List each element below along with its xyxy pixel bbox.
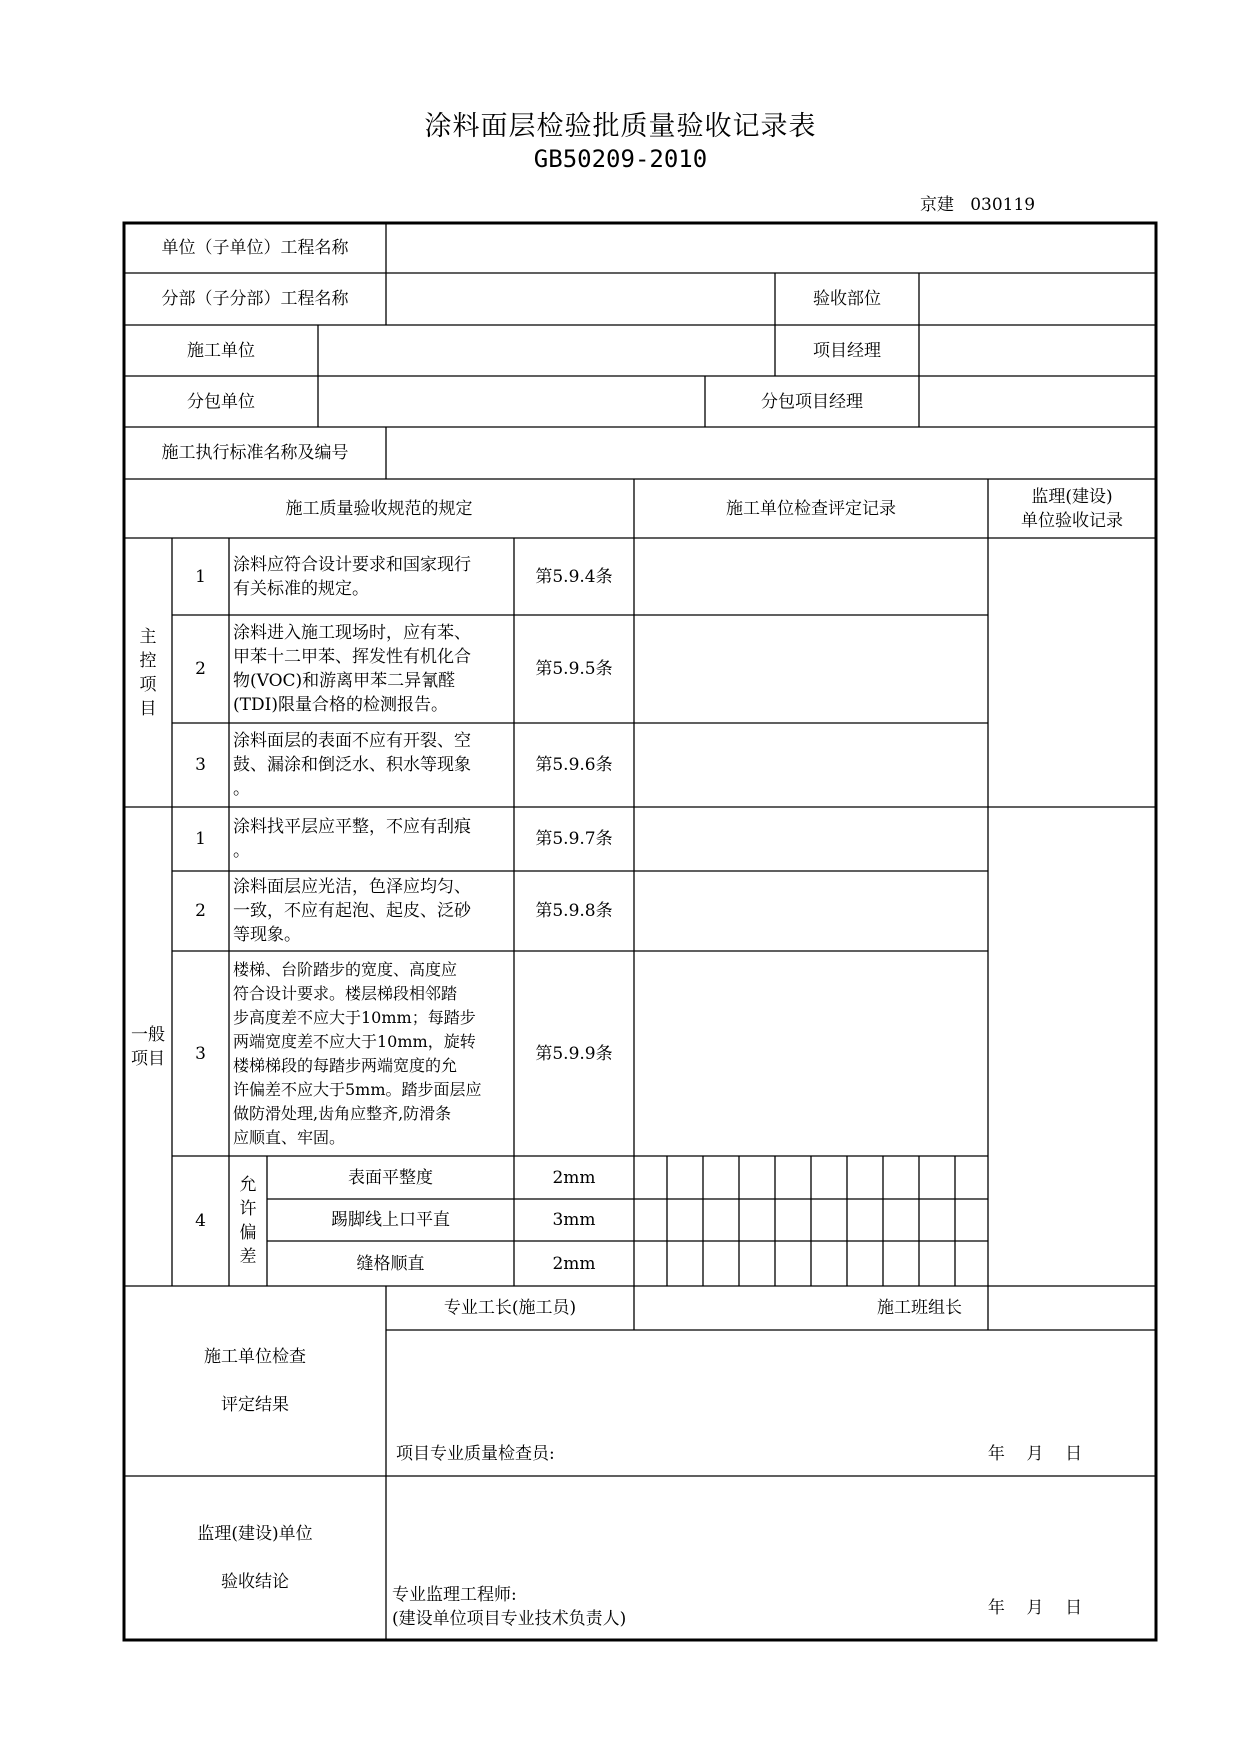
unit-project-label: 单位（子单位）工程名称 bbox=[161, 238, 349, 258]
team-leader-label: 施工班组长 bbox=[877, 1298, 962, 1318]
general-item-text: 楼梯、台阶踏步的宽度、高度应 符合设计要求。楼层梯段相邻踏 步高度差不应大于10mm；每踏步 两端宽度差不应大于10mm，旋转 楼梯梯段的每踏步两端宽度的允 许偏差不应大于5mm。踏步面层应 做防滑处理,齿角应整齐,防滑条 应顺直、牢固。 bbox=[233, 959, 482, 1147]
general-item-clause: 第5.9.9条 bbox=[535, 1043, 613, 1064]
general-item-record[interactable] bbox=[634, 807, 988, 871]
sub-pm-field[interactable] bbox=[919, 376, 1156, 427]
tolerance-row-name: 表面平整度 bbox=[348, 1167, 433, 1188]
unit-project-field[interactable] bbox=[386, 223, 1156, 273]
acceptance-part-label: 验收部位 bbox=[813, 289, 881, 309]
contractor-date-label: 年 月 日 bbox=[987, 1444, 1083, 1464]
tolerance-measurement-grid[interactable] bbox=[634, 1156, 988, 1286]
general-item-clause: 第5.9.8条 bbox=[535, 901, 613, 921]
general-item-no: 2 bbox=[195, 901, 206, 921]
main-item-text: 涂料进入施工现场时，应有苯、 甲苯十二甲苯、挥发性有机化合 物(VOC)和游离甲苯二异氰醛 (TDI)限量合格的检测报告。 bbox=[233, 623, 471, 715]
main-item-no: 3 bbox=[195, 755, 206, 775]
main-item-clause: 第5.9.5条 bbox=[535, 659, 613, 679]
tolerance-item-no: 4 bbox=[195, 1211, 206, 1231]
main-item-no: 2 bbox=[195, 659, 206, 679]
main-item-text: 涂料面层的表面不应有开裂、空 鼓、漏涂和倒泛水、积水等现象 。 bbox=[233, 731, 471, 799]
standard-label: 施工执行标准名称及编号 bbox=[161, 443, 349, 463]
foreman-label: 专业工长(施工员) bbox=[443, 1298, 577, 1318]
supervision-conclusion-label: 监理(建设)单位 验收结论 bbox=[197, 1524, 313, 1592]
standard-code: GB50209-2010 bbox=[533, 145, 708, 173]
supervision-conclusion-field[interactable] bbox=[386, 1476, 1156, 1576]
spec-header: 施工质量验收规范的规定 bbox=[285, 498, 473, 519]
main-item-clause: 第5.9.6条 bbox=[535, 755, 613, 775]
main-item-record[interactable] bbox=[634, 538, 988, 615]
supervision-date-label: 年 月 日 bbox=[987, 1598, 1083, 1618]
main-item-text: 涂料应符合设计要求和国家现行 有关标准的规定。 bbox=[233, 554, 471, 599]
sub-pm-label: 分包项目经理 bbox=[761, 391, 863, 412]
general-item-clause: 第5.9.7条 bbox=[535, 829, 613, 849]
tolerance-label: 允 许 偏 差 bbox=[239, 1175, 257, 1267]
main-control-label: 主 控 项 目 bbox=[139, 626, 157, 719]
contractor-check-result[interactable] bbox=[386, 1330, 1156, 1430]
inspector-label: 项目专业质量检查员: bbox=[396, 1444, 555, 1464]
main-item-record[interactable] bbox=[634, 723, 988, 807]
project-manager-label: 项目经理 bbox=[813, 340, 881, 361]
team-leader-field[interactable] bbox=[988, 1286, 1156, 1330]
tolerance-row-value: 3mm bbox=[552, 1210, 596, 1230]
main-item-record[interactable] bbox=[634, 615, 988, 723]
supervision-engineer-label: 专业监理工程师: (建设单位项目专业技术负责人) bbox=[392, 1585, 627, 1629]
tolerance-row-name: 缝格顺直 bbox=[356, 1253, 425, 1274]
form-code: 京建 030119 bbox=[920, 195, 1036, 215]
tolerance-row-value: 2mm bbox=[552, 1167, 596, 1188]
tolerance-row-name: 踢脚线上口平直 bbox=[331, 1210, 450, 1230]
subcontractor-field[interactable] bbox=[318, 376, 705, 427]
general-item-text: 涂料找平层应平整，不应有刮痕 。 bbox=[233, 817, 471, 861]
acceptance-part-field[interactable] bbox=[919, 273, 1156, 325]
foreman-field[interactable] bbox=[634, 1286, 851, 1330]
contractor-label: 施工单位 bbox=[187, 340, 255, 361]
page-title: 涂料面层检验批质量验收记录表 bbox=[424, 111, 817, 142]
general-item-record[interactable] bbox=[634, 951, 988, 1156]
general-item-no: 1 bbox=[195, 829, 206, 849]
supervision-header: 监理(建设) 单位验收记录 bbox=[1021, 486, 1123, 531]
general-item-text: 涂料面层应光洁，色泽应均匀、 一致，不应有起泡、起皮、泛砂 等现象。 bbox=[233, 877, 471, 945]
main-supervision-record[interactable] bbox=[988, 538, 1156, 807]
sub-project-field[interactable] bbox=[386, 273, 775, 325]
general-supervision-record[interactable] bbox=[988, 807, 1156, 1286]
main-item-clause: 第5.9.4条 bbox=[535, 566, 613, 587]
main-item-no: 1 bbox=[195, 566, 206, 587]
check-record-header: 施工单位检查评定记录 bbox=[726, 498, 896, 519]
contractor-check-label: 施工单位检查 评定结果 bbox=[204, 1347, 306, 1415]
general-item-record[interactable] bbox=[634, 871, 988, 951]
contractor-field[interactable] bbox=[318, 325, 775, 376]
tolerance-row-value: 2mm bbox=[552, 1253, 596, 1274]
sub-project-label: 分部（子分部）工程名称 bbox=[161, 289, 349, 309]
subcontractor-label: 分包单位 bbox=[187, 391, 255, 412]
general-item-no: 3 bbox=[195, 1043, 206, 1064]
standard-field[interactable] bbox=[386, 427, 1156, 479]
general-label: 一般 项目 bbox=[131, 1024, 165, 1069]
project-manager-field[interactable] bbox=[919, 325, 1156, 376]
